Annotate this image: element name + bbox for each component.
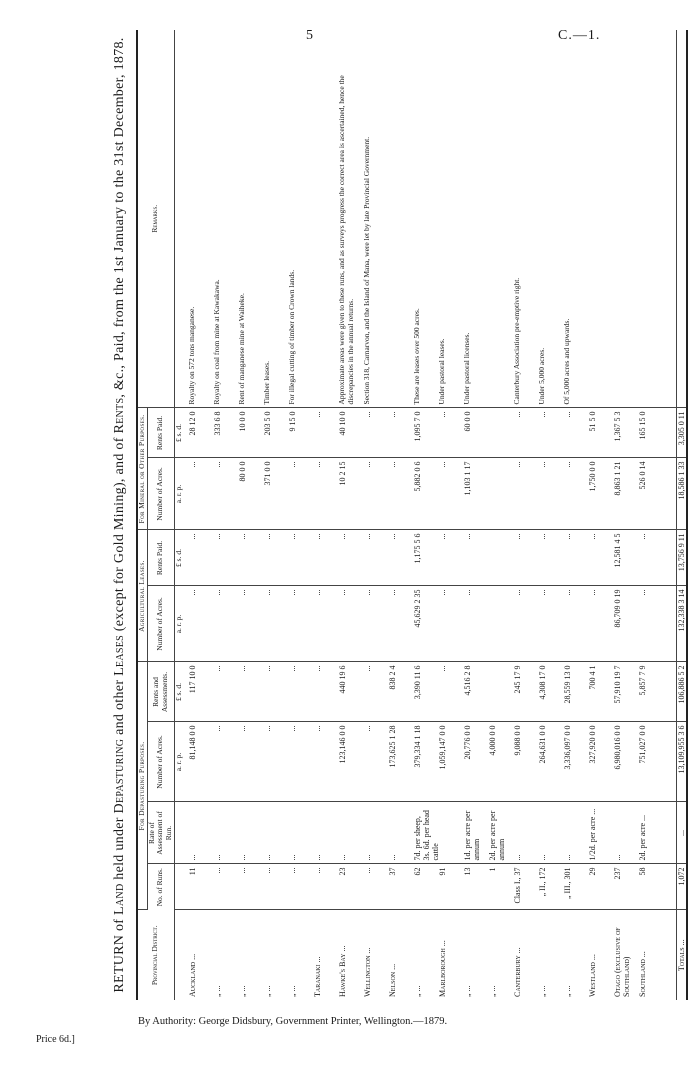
row-rate: ... — [263, 854, 272, 861]
row-min-rents: ... — [363, 411, 372, 418]
unit-lsd: £ s. d. — [174, 408, 188, 458]
row-agr-acres: ... — [513, 589, 522, 596]
row-runs: ... — [363, 867, 372, 874]
row-agr-rents: ... — [313, 533, 322, 540]
row-agr-rents: ... — [263, 533, 272, 540]
row-remarks: Rent of manganese mine at Waiheke. — [237, 293, 246, 405]
column-agr-rents — [188, 530, 676, 586]
row-runs: 11 — [188, 867, 197, 876]
totals-min-rents: 3,305 0 11 — [676, 408, 687, 458]
header-remarks: Remarks. — [137, 30, 174, 408]
row-remarks: Of 5,000 acres and upwards. — [562, 318, 571, 405]
row-dep-acres: ... — [213, 725, 222, 732]
title-part: Land — [112, 883, 127, 915]
header-min-rents: Rents Paid. — [147, 408, 174, 458]
row-min-acres: 371 0 0 — [263, 461, 272, 486]
title-part: , &c., Paid, from the 1st January to the 31st December, 1878. — [112, 37, 127, 398]
row-rate: 2d. per acre ... — [638, 814, 647, 861]
totals-dep-rents: 106,886 5 2 — [676, 662, 687, 722]
row-rate: ... — [563, 854, 572, 861]
row-district: Auckland ... — [188, 953, 197, 997]
header-dep-rents: Rents and Assessments. — [147, 662, 174, 722]
row-runs: Class I., 37 — [513, 867, 522, 904]
totals-min-acres: 18,586 1 33 — [676, 458, 687, 530]
row-dep-rents: 4,308 17 0 — [538, 665, 547, 700]
row-remarks — [388, 33, 413, 404]
title-part: Rents — [112, 397, 127, 434]
row-dep-rents: 3,390 11 6 — [413, 665, 422, 700]
row-district: Canterbury ... — [513, 947, 522, 997]
row-district: Nelson ... — [388, 963, 397, 997]
row-runs: 37 — [388, 867, 397, 876]
row-rate: ... — [313, 854, 322, 861]
row-min-rents: 40 10 0 — [338, 411, 347, 436]
row-runs: 23 — [338, 867, 347, 876]
row-dep-rents: 5,857 7 9 — [638, 665, 647, 696]
row-dep-rents — [488, 666, 513, 719]
row-rate: ... — [213, 854, 222, 861]
row-min-acres: ... — [188, 461, 197, 468]
totals-agr-rents: 13,756 9 11 — [676, 530, 687, 586]
row-min-rents: 165 15 0 — [638, 411, 647, 440]
row-rate: 1d. per acre per annum — [463, 810, 482, 861]
row-agr-acres: ... — [388, 589, 397, 596]
row-remarks: For illegal cutting of timber on Crown lands. — [287, 269, 296, 405]
row-district: „ ... — [213, 985, 222, 997]
row-agr-acres: ... — [538, 589, 547, 596]
totals-rate: ... — [676, 802, 687, 864]
row-runs: 237 — [613, 867, 622, 880]
row-runs: 91 — [438, 867, 447, 876]
row-agr-acres: ... — [238, 589, 247, 596]
row-dep-rents: 57,910 19 7 — [613, 665, 622, 704]
row-min-rents: 1,095 7 0 — [413, 411, 422, 442]
title-part: RETURN of — [112, 914, 127, 993]
printer-footer: By Authority: George Didsbury, Government Printer, Wellington.—1879. — [138, 1016, 448, 1027]
return-table — [136, 30, 688, 1000]
row-district: „ ... — [263, 985, 272, 997]
row-min-acres: ... — [288, 461, 297, 468]
row-agr-acres: ... — [288, 589, 297, 596]
row-district: „ ... — [413, 985, 422, 997]
row-min-rents: ... — [563, 411, 572, 418]
row-agr-acres — [488, 590, 513, 659]
row-agr-rents: ... — [388, 533, 397, 540]
row-runs: ... — [313, 867, 322, 874]
row-min-rents: ... — [538, 411, 547, 418]
row-agr-rents: ... — [213, 533, 222, 540]
row-remarks: Under pastoral leases. — [437, 338, 446, 405]
row-agr-rents — [488, 533, 513, 582]
document-reference: C.—1. — [558, 28, 601, 43]
row-district: „ ... — [488, 985, 497, 997]
row-min-rents: 28 12 0 — [188, 411, 197, 436]
totals-label: Totals ... — [676, 910, 687, 1000]
row-min-acres: 80 0 0 — [238, 461, 247, 482]
row-rate: 2d. per acre per annum — [488, 810, 507, 861]
header-no-of-runs: No. of Runs. — [147, 864, 174, 910]
row-min-acres — [488, 461, 513, 526]
row-min-acres: ... — [363, 461, 372, 468]
row-min-acres: ... — [388, 461, 397, 468]
row-district: Westland ... — [588, 954, 597, 997]
row-agr-rents: ... — [188, 533, 197, 540]
row-runs: 58 — [638, 867, 647, 876]
title-part: held under — [112, 813, 127, 884]
header-dep-acres: Number of Acres. — [147, 722, 174, 802]
row-dep-acres: 81,148 0 0 — [188, 725, 197, 760]
row-district: „ ... — [563, 985, 572, 997]
row-dep-acres: ... — [263, 725, 272, 732]
row-dep-acres: 327,920 0 0 — [588, 725, 597, 764]
row-runs: 29 — [588, 867, 597, 876]
row-runs: 62 — [413, 867, 422, 876]
row-remarks — [313, 33, 338, 404]
row-district: Marlborough ... — [438, 940, 447, 997]
row-dep-rents: 245 17 9 — [513, 665, 522, 694]
row-min-acres: ... — [213, 461, 222, 468]
row-dep-acres: 751,027 0 0 — [638, 725, 647, 764]
row-agr-acres: ... — [563, 589, 572, 596]
row-min-rents: ... — [313, 411, 322, 418]
row-remarks — [588, 33, 613, 404]
row-rate: ... — [613, 854, 622, 861]
row-dep-rents: 700 4 1 — [588, 665, 597, 690]
header-agr-acres: Number of Acres. — [147, 586, 174, 662]
row-rate: ... — [513, 854, 522, 861]
row-agr-acres: 45,629 2 35 — [413, 589, 422, 628]
row-runs: ... — [213, 867, 222, 874]
header-agricultural-group: Agricultural Leases. — [137, 530, 147, 662]
row-dep-acres: 1,059,147 0 0 — [438, 725, 447, 770]
title-part: and other — [112, 675, 127, 739]
row-rate: 1/2d. per acre ... — [588, 808, 597, 861]
row-dep-acres: 173,625 1 28 — [388, 725, 397, 768]
unit-lsd: £ s. d. — [174, 662, 188, 722]
column-dep-acres — [188, 722, 676, 802]
row-agr-acres: ... — [263, 589, 272, 596]
header-rate: Rate of Assessment of Run. — [147, 802, 174, 864]
header-agr-rents: Rents Paid. — [147, 530, 174, 586]
row-remarks: Royalty on coal from mine at Kawakawa. — [212, 279, 221, 405]
page-number: 5 — [306, 28, 313, 43]
row-min-rents: 333 6 8 — [213, 411, 222, 436]
row-dep-rents: ... — [363, 665, 372, 672]
row-remarks: Section 318, Carnarvon, and the Island of Mana, were let by late Provincial Government. — [362, 136, 371, 405]
row-district: „ ... — [463, 985, 472, 997]
row-agr-rents: ... — [563, 533, 572, 540]
table-title — [112, 30, 128, 1000]
title-part: Leases — [112, 635, 127, 676]
row-runs: ... — [263, 867, 272, 874]
row-rate: ... — [388, 854, 397, 861]
totals-runs: 1,072 — [676, 864, 687, 910]
column-runs — [188, 864, 676, 910]
row-agr-rents: ... — [538, 533, 547, 540]
row-district: „ ... — [288, 985, 297, 997]
row-agr-acres: ... — [213, 589, 222, 596]
row-district: Wellington ... — [363, 947, 372, 997]
row-agr-rents: ... — [638, 533, 647, 540]
row-dep-rents: ... — [213, 665, 222, 672]
row-runs: ... — [288, 867, 297, 874]
row-rate: ... — [338, 854, 347, 861]
row-min-acres: ... — [538, 461, 547, 468]
row-dep-acres: 123,146 0 0 — [338, 725, 347, 764]
row-dep-acres: 379,334 1 18 — [413, 725, 422, 768]
row-min-rents: 203 5 0 — [263, 411, 272, 436]
column-remarks — [188, 30, 676, 408]
row-runs: ... — [238, 867, 247, 874]
row-agr-acres: ... — [338, 589, 347, 596]
row-remarks: Royalty on 572 tons manganese. — [187, 306, 196, 405]
row-dep-acres: ... — [313, 725, 322, 732]
row-min-acres: 526 0 14 — [638, 461, 647, 490]
row-dep-acres: 4,000 0 0 — [488, 725, 497, 756]
column-agr-acres — [188, 586, 676, 662]
row-rate: ... — [188, 854, 197, 861]
data-rows — [188, 30, 676, 1000]
row-agr-acres: ... — [638, 589, 647, 596]
row-dep-acres: 264,631 0 0 — [538, 725, 547, 764]
row-agr-rents: ... — [513, 533, 522, 540]
row-min-rents: 9 15 0 — [288, 411, 297, 432]
row-remarks: Approximate areas were given to these runs, and as surveys progress the correct area is ascertained, hence the discrepancies in the annual returns. — [337, 75, 355, 405]
price-note: Price 6d.] — [36, 1034, 75, 1045]
row-min-rents: ... — [438, 411, 447, 418]
totals-agr-acres: 132,338 3 14 — [676, 586, 687, 662]
row-agr-acres: ... — [188, 589, 197, 596]
row-min-rents: 60 0 0 — [463, 411, 472, 432]
row-runs: 1 — [488, 867, 497, 872]
row-dep-acres: 6,980,016 0 0 — [613, 725, 622, 770]
row-remarks: Under 5,000 acres. — [537, 347, 546, 405]
row-dep-rents: 28,559 13 0 — [563, 665, 572, 704]
row-dep-acres: ... — [238, 725, 247, 732]
row-min-rents: 1,367 5 3 — [613, 411, 622, 442]
row-agr-rents: 1,175 5 6 — [413, 533, 422, 564]
row-dep-rents: ... — [263, 665, 272, 672]
row-agr-acres: ... — [363, 589, 372, 596]
row-min-rents: 10 0 0 — [238, 411, 247, 432]
row-district: Otago (exclusive of Southland) — [613, 927, 632, 997]
row-min-acres: 1,750 0 0 — [588, 461, 597, 492]
row-min-rents — [488, 411, 513, 454]
row-dep-rents: 838 2 4 — [388, 665, 397, 690]
row-dep-rents: 440 19 6 — [338, 665, 347, 694]
totals-dep-acres: 13,109,955 3 6 — [676, 722, 687, 802]
row-remarks: These are leases over 500 acres. — [412, 308, 421, 405]
row-dep-rents: ... — [313, 665, 322, 672]
row-agr-rents: ... — [363, 533, 372, 540]
row-agr-acres: ... — [588, 589, 597, 596]
row-dep-rents: 4,516 2 8 — [463, 665, 472, 696]
row-runs: 13 — [463, 867, 472, 876]
row-min-rents: ... — [513, 411, 522, 418]
row-rate: 7d. per sheep, 3s. 6d. per head cattle — [413, 810, 441, 861]
column-district — [188, 910, 676, 1000]
row-remarks — [613, 33, 638, 404]
unit-lsd: £ s. d. — [174, 530, 188, 586]
row-remarks: Under pastoral licenses. — [462, 332, 471, 405]
row-rate — [438, 806, 463, 861]
row-remarks — [638, 33, 663, 404]
row-dep-acres: ... — [363, 725, 372, 732]
row-dep-acres: 9,088 0 0 — [513, 725, 522, 756]
row-min-rents: ... — [388, 411, 397, 418]
column-dep-rents — [188, 662, 676, 722]
row-agr-rents: ... — [288, 533, 297, 540]
unit-arp: a. r. p. — [174, 586, 188, 662]
row-min-acres: ... — [438, 461, 447, 468]
rotated-return-table — [112, 30, 692, 1000]
row-rate: ... — [363, 854, 372, 861]
header-min-acres: Number of Acres. — [147, 458, 174, 530]
row-district: Hawke's Bay ... — [338, 945, 347, 997]
row-dep-rents: 117 10 0 — [188, 665, 197, 694]
row-dep-acres: 20,776 0 0 — [463, 725, 472, 760]
row-dep-rents: ... — [238, 665, 247, 672]
row-rate: ... — [288, 854, 297, 861]
row-min-acres: ... — [563, 461, 572, 468]
row-agr-acres: ... — [438, 589, 447, 596]
row-district: Taranaki ... — [313, 956, 322, 997]
row-runs: „ III., 301 — [563, 867, 572, 900]
column-min-rents — [188, 408, 676, 458]
row-min-acres: 10 2 15 — [338, 461, 347, 486]
unit-arp: a. r. p. — [174, 458, 188, 530]
row-remarks — [488, 33, 513, 404]
title-part: Depasturing — [112, 738, 127, 814]
row-agr-acres: ... — [463, 589, 472, 596]
row-agr-rents: ... — [438, 533, 447, 540]
row-district: „ ... — [538, 985, 547, 997]
header-depasturing-group: For Depasturing Purposes. — [137, 662, 147, 910]
row-min-rents: 51 5 0 — [588, 411, 597, 432]
row-agr-rents: 12,581 4 5 — [613, 533, 622, 568]
row-agr-rents: ... — [238, 533, 247, 540]
title-part: (except for Gold Mining), and of — [112, 433, 127, 635]
unit-arp: a. r. p. — [174, 722, 188, 802]
row-runs: „ II., 172 — [538, 867, 547, 897]
column-min-acres — [188, 458, 676, 530]
row-district: Southland ... — [638, 951, 647, 997]
column-rate — [188, 802, 676, 864]
row-remarks: Timber leases. — [262, 361, 271, 405]
row-agr-rents: ... — [338, 533, 347, 540]
row-rate: ... — [238, 854, 247, 861]
row-dep-rents: ... — [288, 665, 297, 672]
row-district: „ ... — [238, 985, 247, 997]
row-min-acres: 8,863 1 21 — [613, 461, 622, 496]
row-agr-acres: 86,709 0 19 — [613, 589, 622, 628]
row-dep-acres: 3,336,097 0 0 — [563, 725, 572, 770]
row-min-acres: ... — [513, 461, 522, 468]
row-remarks: Canterbury Association pre-emptive right. — [512, 277, 521, 405]
row-min-acres: ... — [313, 461, 322, 468]
row-min-acres: 5,882 0 6 — [413, 461, 422, 492]
row-agr-rents: ... — [588, 533, 597, 540]
row-dep-rents: ... — [438, 665, 447, 672]
row-rate: ... — [538, 854, 547, 861]
row-min-acres: 1,103 1 17 — [463, 461, 472, 496]
row-dep-acres: ... — [288, 725, 297, 732]
row-agr-rents: ... — [463, 533, 472, 540]
row-agr-acres: ... — [313, 589, 322, 596]
totals-row — [676, 30, 687, 1000]
header-mineral-group: For Mineral or Other Purposes. — [137, 408, 147, 530]
header-district: Provincial District. — [137, 910, 174, 1000]
